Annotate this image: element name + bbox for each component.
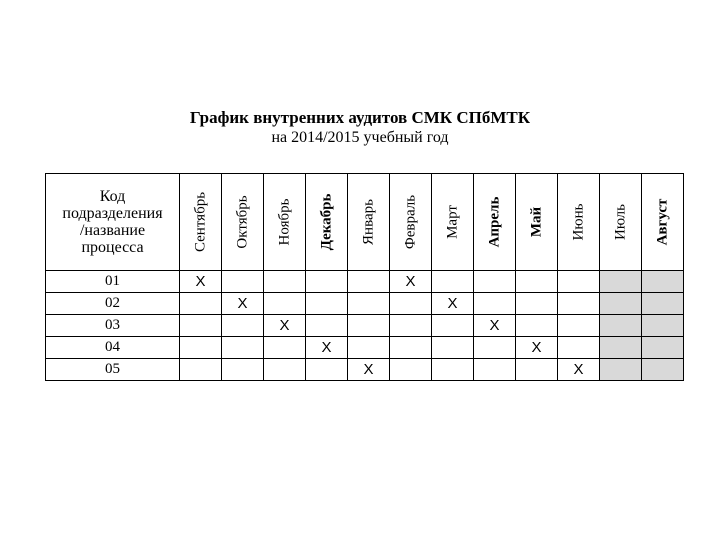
table-row [46, 315, 684, 337]
empty-cell [516, 271, 558, 293]
empty-cell [306, 293, 348, 315]
month-label: Май [528, 206, 544, 238]
empty-cell [432, 315, 474, 337]
empty-cell [558, 337, 600, 359]
month-label: Ноябрь [276, 198, 292, 246]
empty-cell [222, 359, 264, 381]
empty-cell [306, 271, 348, 293]
code-column-header [46, 174, 180, 271]
empty-cell [348, 271, 390, 293]
month-label: Июль [612, 204, 628, 240]
empty-cell [390, 337, 432, 359]
empty-cell [516, 293, 558, 315]
empty-cell [222, 271, 264, 293]
empty-cell [474, 271, 516, 293]
month-column-header [474, 174, 516, 271]
empty-cell [474, 337, 516, 359]
audit-mark-cell: X [558, 359, 600, 381]
empty-cell [558, 293, 600, 315]
empty-cell [642, 293, 684, 315]
table-header-row [46, 174, 684, 271]
empty-cell [600, 315, 642, 337]
month-label: Декабрь [318, 193, 334, 251]
empty-cell [180, 293, 222, 315]
empty-cell [642, 271, 684, 293]
month-column-header [306, 174, 348, 271]
empty-cell [180, 359, 222, 381]
month-label: Август [654, 198, 670, 246]
empty-cell [306, 359, 348, 381]
process-code-cell: 04 [46, 337, 180, 359]
empty-cell [222, 337, 264, 359]
document-subtitle: на 2014/2015 учебный год [271, 129, 449, 146]
month-column-header [600, 174, 642, 271]
code-header-line: процесса [81, 239, 144, 256]
audit-mark-cell: X [348, 359, 390, 381]
month-column-header [390, 174, 432, 271]
month-column-header [432, 174, 474, 271]
table-row [46, 271, 684, 293]
month-column-header [558, 174, 600, 271]
empty-cell [474, 359, 516, 381]
empty-cell [264, 359, 306, 381]
audit-mark-cell: X [516, 337, 558, 359]
empty-cell [432, 271, 474, 293]
table-row [46, 359, 684, 381]
empty-cell [642, 337, 684, 359]
table-row [46, 293, 684, 315]
month-label: Февраль [402, 194, 418, 250]
empty-cell [642, 315, 684, 337]
empty-cell [432, 359, 474, 381]
audit-mark-cell: X [222, 293, 264, 315]
process-code-cell: 01 [46, 271, 180, 293]
empty-cell [180, 315, 222, 337]
code-header-line: подразделения [62, 205, 163, 222]
empty-cell [516, 315, 558, 337]
empty-cell [264, 293, 306, 315]
code-header-line: Код [99, 188, 126, 205]
month-column-header [180, 174, 222, 271]
empty-cell [474, 293, 516, 315]
empty-cell [306, 315, 348, 337]
code-header-line: /название [79, 222, 146, 239]
empty-cell [432, 337, 474, 359]
empty-cell [600, 359, 642, 381]
empty-cell [222, 315, 264, 337]
audit-mark-cell: X [306, 337, 348, 359]
empty-cell [348, 315, 390, 337]
table-body [46, 271, 684, 381]
empty-cell [180, 337, 222, 359]
document-title: График внутренних аудитов СМК СПбМТК [189, 108, 531, 127]
empty-cell [600, 293, 642, 315]
empty-cell [390, 293, 432, 315]
process-code-cell: 05 [46, 359, 180, 381]
process-code-cell: 02 [46, 293, 180, 315]
empty-cell [348, 293, 390, 315]
empty-cell [264, 271, 306, 293]
month-label: Октябрь [234, 195, 250, 249]
empty-cell [600, 271, 642, 293]
month-label: Апрель [486, 196, 502, 248]
empty-cell [642, 359, 684, 381]
empty-cell [348, 337, 390, 359]
month-label: Январь [360, 199, 376, 245]
empty-cell [558, 315, 600, 337]
audit-schedule-table [45, 173, 684, 381]
month-label: Июнь [570, 203, 586, 241]
empty-cell [558, 271, 600, 293]
month-column-header [516, 174, 558, 271]
month-column-header [222, 174, 264, 271]
audit-mark-cell: X [390, 271, 432, 293]
process-code-cell: 03 [46, 315, 180, 337]
month-label: Сентябрь [192, 191, 208, 253]
month-label: Март [444, 205, 460, 239]
empty-cell [516, 359, 558, 381]
empty-cell [600, 337, 642, 359]
table-row [46, 337, 684, 359]
month-column-header [348, 174, 390, 271]
audit-mark-cell: X [180, 271, 222, 293]
month-column-header [264, 174, 306, 271]
empty-cell [390, 359, 432, 381]
audit-mark-cell: X [264, 315, 306, 337]
empty-cell [264, 337, 306, 359]
audit-mark-cell: X [474, 315, 516, 337]
audit-mark-cell: X [432, 293, 474, 315]
empty-cell [390, 315, 432, 337]
month-column-header [642, 174, 684, 271]
